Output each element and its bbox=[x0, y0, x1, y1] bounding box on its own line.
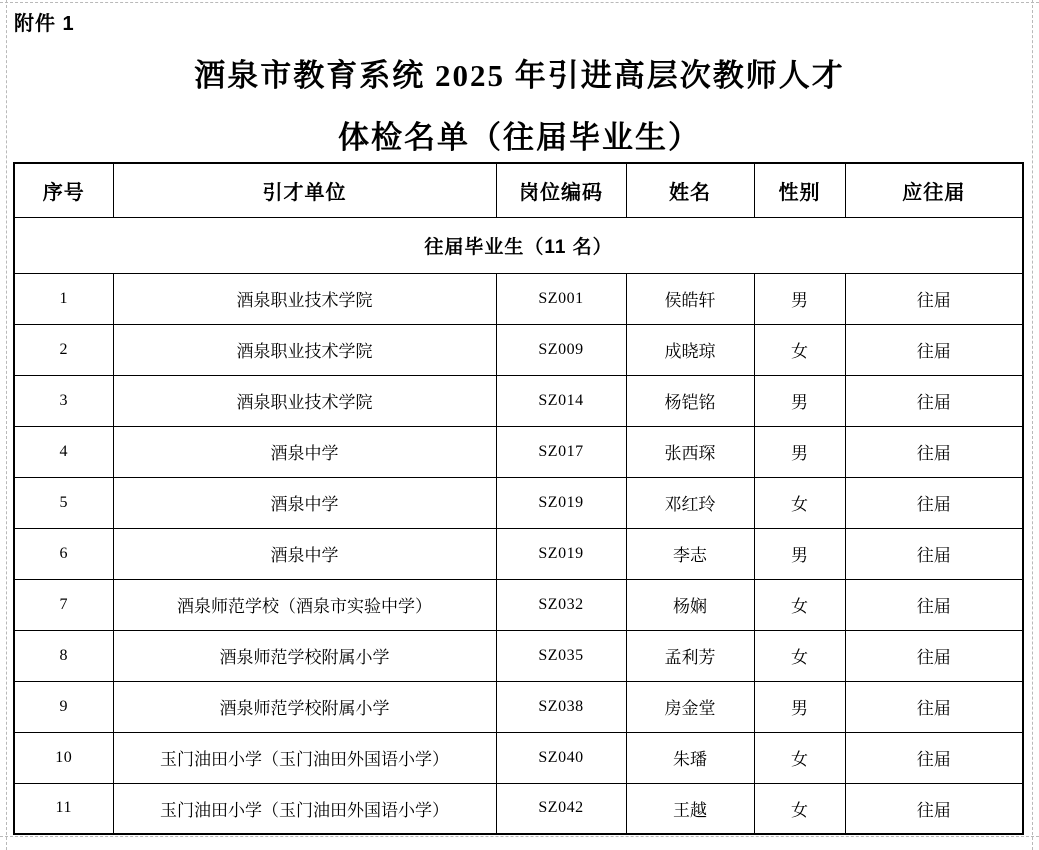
cell-name: 侯皓轩 bbox=[626, 273, 754, 324]
table-row bbox=[14, 579, 1023, 630]
table-row bbox=[14, 426, 1023, 477]
column-header-code: 岗位编码 bbox=[496, 163, 626, 217]
cell-name: 张西琛 bbox=[626, 426, 754, 477]
cell-gender: 女 bbox=[754, 324, 845, 375]
cell-grad-type: 往届 bbox=[845, 426, 1023, 477]
table-row bbox=[14, 375, 1023, 426]
cell-unit: 玉门油田小学（玉门油田外国语小学） bbox=[113, 783, 496, 834]
cell-gender: 女 bbox=[754, 630, 845, 681]
cell-code: SZ019 bbox=[496, 528, 626, 579]
table-row bbox=[14, 273, 1023, 324]
cell-unit: 酒泉职业技术学院 bbox=[113, 273, 496, 324]
cell-unit: 酒泉中学 bbox=[113, 528, 496, 579]
cell-unit: 酒泉职业技术学院 bbox=[113, 375, 496, 426]
cell-no: 1 bbox=[14, 273, 113, 324]
page-boundary-top bbox=[0, 2, 1039, 3]
document-title-line2: 体检名单（往届毕业生） bbox=[338, 120, 701, 155]
cell-no: 2 bbox=[14, 324, 113, 375]
cell-gender: 女 bbox=[754, 732, 845, 783]
cell-no: 11 bbox=[14, 783, 113, 834]
cell-name: 房金堂 bbox=[626, 681, 754, 732]
cell-grad-type: 往届 bbox=[845, 273, 1023, 324]
table-header-row bbox=[14, 163, 1023, 217]
table-row bbox=[14, 528, 1023, 579]
cell-no: 4 bbox=[14, 426, 113, 477]
cell-no: 3 bbox=[14, 375, 113, 426]
cell-gender: 女 bbox=[754, 477, 845, 528]
cell-grad-type: 往届 bbox=[845, 477, 1023, 528]
group-header-row bbox=[14, 217, 1023, 273]
table-row bbox=[14, 630, 1023, 681]
cell-name: 王越 bbox=[626, 783, 754, 834]
cell-grad-type: 往届 bbox=[845, 324, 1023, 375]
cell-name: 杨铠铭 bbox=[626, 375, 754, 426]
table-row bbox=[14, 324, 1023, 375]
cell-grad-type: 往届 bbox=[845, 579, 1023, 630]
cell-name: 朱璠 bbox=[626, 732, 754, 783]
cell-gender: 女 bbox=[754, 783, 845, 834]
cell-grad-type: 往届 bbox=[845, 783, 1023, 834]
cell-grad-type: 往届 bbox=[845, 681, 1023, 732]
cell-no: 9 bbox=[14, 681, 113, 732]
cell-grad-type: 往届 bbox=[845, 732, 1023, 783]
cell-no: 7 bbox=[14, 579, 113, 630]
cell-gender: 男 bbox=[754, 273, 845, 324]
cell-no: 8 bbox=[14, 630, 113, 681]
table-row bbox=[14, 681, 1023, 732]
cell-code: SZ035 bbox=[496, 630, 626, 681]
medical-exam-roster-table bbox=[13, 162, 1024, 835]
column-header-grad-type: 应往届 bbox=[845, 163, 1023, 217]
cell-unit: 酒泉职业技术学院 bbox=[113, 324, 496, 375]
cell-code: SZ001 bbox=[496, 273, 626, 324]
page-boundary-bottom bbox=[0, 836, 1039, 837]
cell-unit: 酒泉中学 bbox=[113, 426, 496, 477]
cell-name: 邓红玲 bbox=[626, 477, 754, 528]
cell-no: 5 bbox=[14, 477, 113, 528]
cell-name: 李志 bbox=[626, 528, 754, 579]
cell-unit: 玉门油田小学（玉门油田外国语小学） bbox=[113, 732, 496, 783]
cell-grad-type: 往届 bbox=[845, 630, 1023, 681]
cell-gender: 男 bbox=[754, 375, 845, 426]
document-title-line1: 酒泉市教育系统 2025 年引进高层次教师人才 bbox=[194, 58, 845, 93]
cell-unit: 酒泉师范学校（酒泉市实验中学） bbox=[113, 579, 496, 630]
cell-code: SZ040 bbox=[496, 732, 626, 783]
attachment-label: 附件 1 bbox=[14, 13, 75, 35]
cell-gender: 男 bbox=[754, 426, 845, 477]
cell-grad-type: 往届 bbox=[845, 375, 1023, 426]
cell-gender: 男 bbox=[754, 528, 845, 579]
cell-code: SZ038 bbox=[496, 681, 626, 732]
column-header-no: 序号 bbox=[14, 163, 113, 217]
cell-name: 成晓琼 bbox=[626, 324, 754, 375]
cell-code: SZ042 bbox=[496, 783, 626, 834]
cell-code: SZ032 bbox=[496, 579, 626, 630]
cell-unit: 酒泉中学 bbox=[113, 477, 496, 528]
cell-code: SZ014 bbox=[496, 375, 626, 426]
cell-unit: 酒泉师范学校附属小学 bbox=[113, 630, 496, 681]
cell-unit: 酒泉师范学校附属小学 bbox=[113, 681, 496, 732]
group-header-label: 往届毕业生（11 名） bbox=[14, 217, 1023, 273]
table-row bbox=[14, 783, 1023, 834]
cell-name: 杨娴 bbox=[626, 579, 754, 630]
cell-gender: 男 bbox=[754, 681, 845, 732]
cell-name: 孟利芳 bbox=[626, 630, 754, 681]
column-header-gender: 性别 bbox=[754, 163, 845, 217]
cell-grad-type: 往届 bbox=[845, 528, 1023, 579]
table-row bbox=[14, 732, 1023, 783]
cell-code: SZ009 bbox=[496, 324, 626, 375]
cell-code: SZ017 bbox=[496, 426, 626, 477]
table-row bbox=[14, 477, 1023, 528]
table-body bbox=[14, 217, 1023, 834]
cell-code: SZ019 bbox=[496, 477, 626, 528]
column-header-name: 姓名 bbox=[626, 163, 754, 217]
cell-gender: 女 bbox=[754, 579, 845, 630]
column-header-unit: 引才单位 bbox=[113, 163, 496, 217]
cell-no: 10 bbox=[14, 732, 113, 783]
cell-no: 6 bbox=[14, 528, 113, 579]
